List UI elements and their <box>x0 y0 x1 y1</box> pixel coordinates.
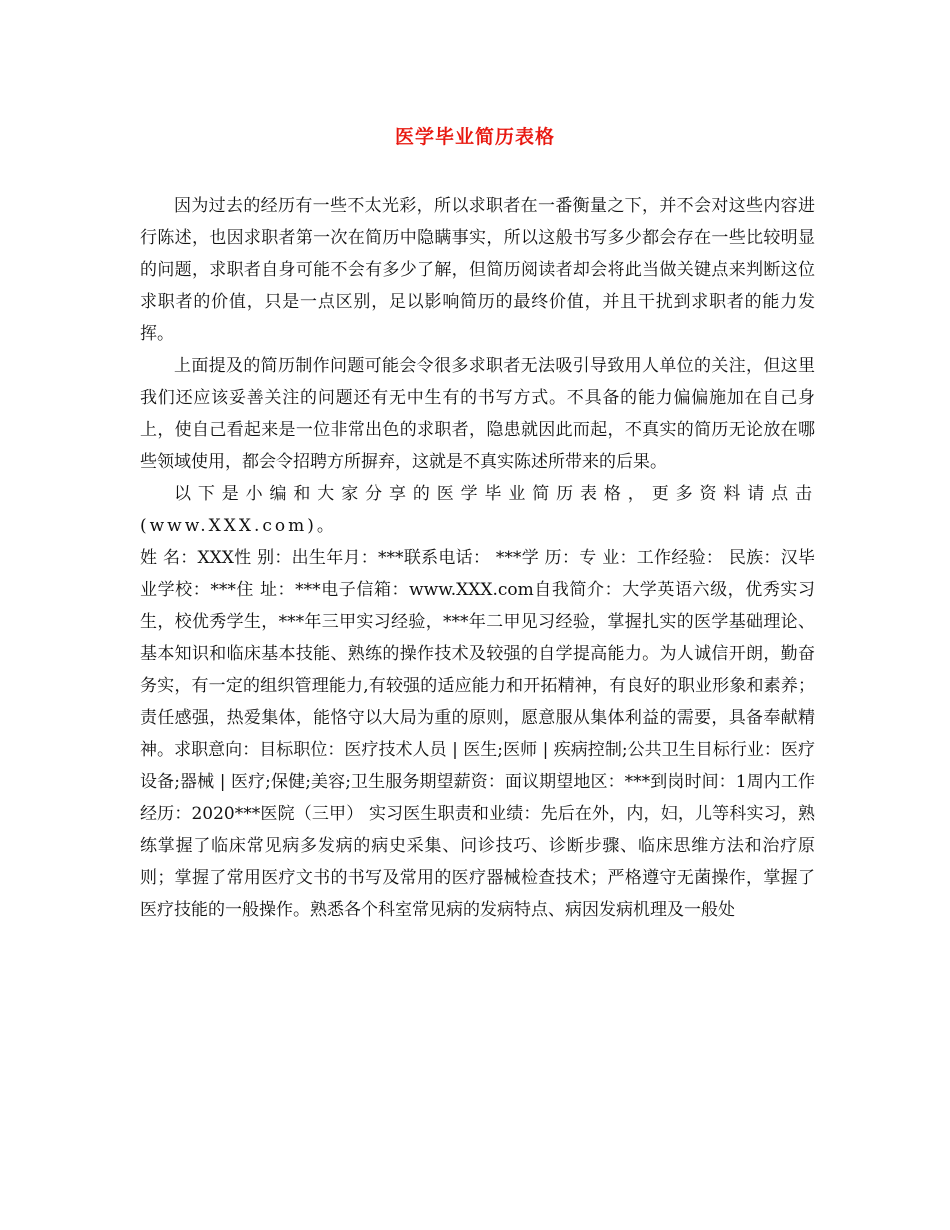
document-body <box>140 190 815 926</box>
document-title: 医学毕业简历表格 <box>394 126 555 148</box>
paragraph-intro: 因为过去的经历有一些不太光彩，所以求职者在一番衡量之下，并不会对这些内容进行陈述，也因求职者第一次在简历中隐瞒事实，所以这般书写多少都会存在一些比较明显的问题，求职者自身可能不会有多少了解，但简历阅读者却会将此当做关键点来判断这位求职者的价值，只是一点区别，足以影响简历的最终价值，并且干扰到求职者的能力发挥。 <box>140 196 815 344</box>
paragraph-resume-details: 姓 名：XXX性 别：出生年月：***联系电话： ***学 历：专 业：工作经验： 民族：汉毕业学校：***住 址：***电子信箱：www.XXX.com自我简介：大学英语六级，优秀实习生，校优秀学生，***年三甲实习经验，***年二甲见习经验，掌握扎实的医学基础理论、基本知识和临床基本技能、熟练的操作技术及较强的自学提高能力。为人诚信开朗，勤奋务实，有一定的组织管理能力,有较强的适应能力和开拓精神，有良好的职业形象和素养；责任感强，热爱集体，能恪守以大局为重的原则，愿意服从集体利益的需要，具备奉献精神。求职意向：目标职位：医疗技术人员 | 医生;医师 | 疾病控制;公共卫生目标行业：医疗设备;器械 | 医疗;保健;美容;卫生服务期望薪资：面议期望地区：***到岗时间：1周内工作经历：2020***医院（三甲） 实习医生职责和业绩：先后在外，内，妇，儿等科实习，熟练掌握了临床常见病多发病的病史采集、问诊技巧、诊断步骤、临床思维方法和治疗原则；掌握了常用医疗文书的书写及常用的医疗器械检查技术；严格遵守无菌操作，掌握了医疗技能的一般操作。熟悉各个科室常见病的发病特点、病因发病机理及一般处 <box>140 548 815 920</box>
paragraph-problem: 上面提及的简历制作问题可能会令很多求职者无法吸引导致用人单位的关注，但这里我们还应该妥善关注的问题还有无中生有的书写方式。不具备的能力偏偏施加在自己身上，使自己看起来是一位非常出色的求职者，隐患就因此而起，不真实的简历无论放在哪些领域使用，都会令招聘方所摒弃，这就是不真实陈述所带来的后果。 <box>140 356 815 472</box>
paragraph-share: 以下是小编和大家分享的医学毕业简历表格，更多资料请点击(www.XXX.com)。 <box>140 484 815 536</box>
